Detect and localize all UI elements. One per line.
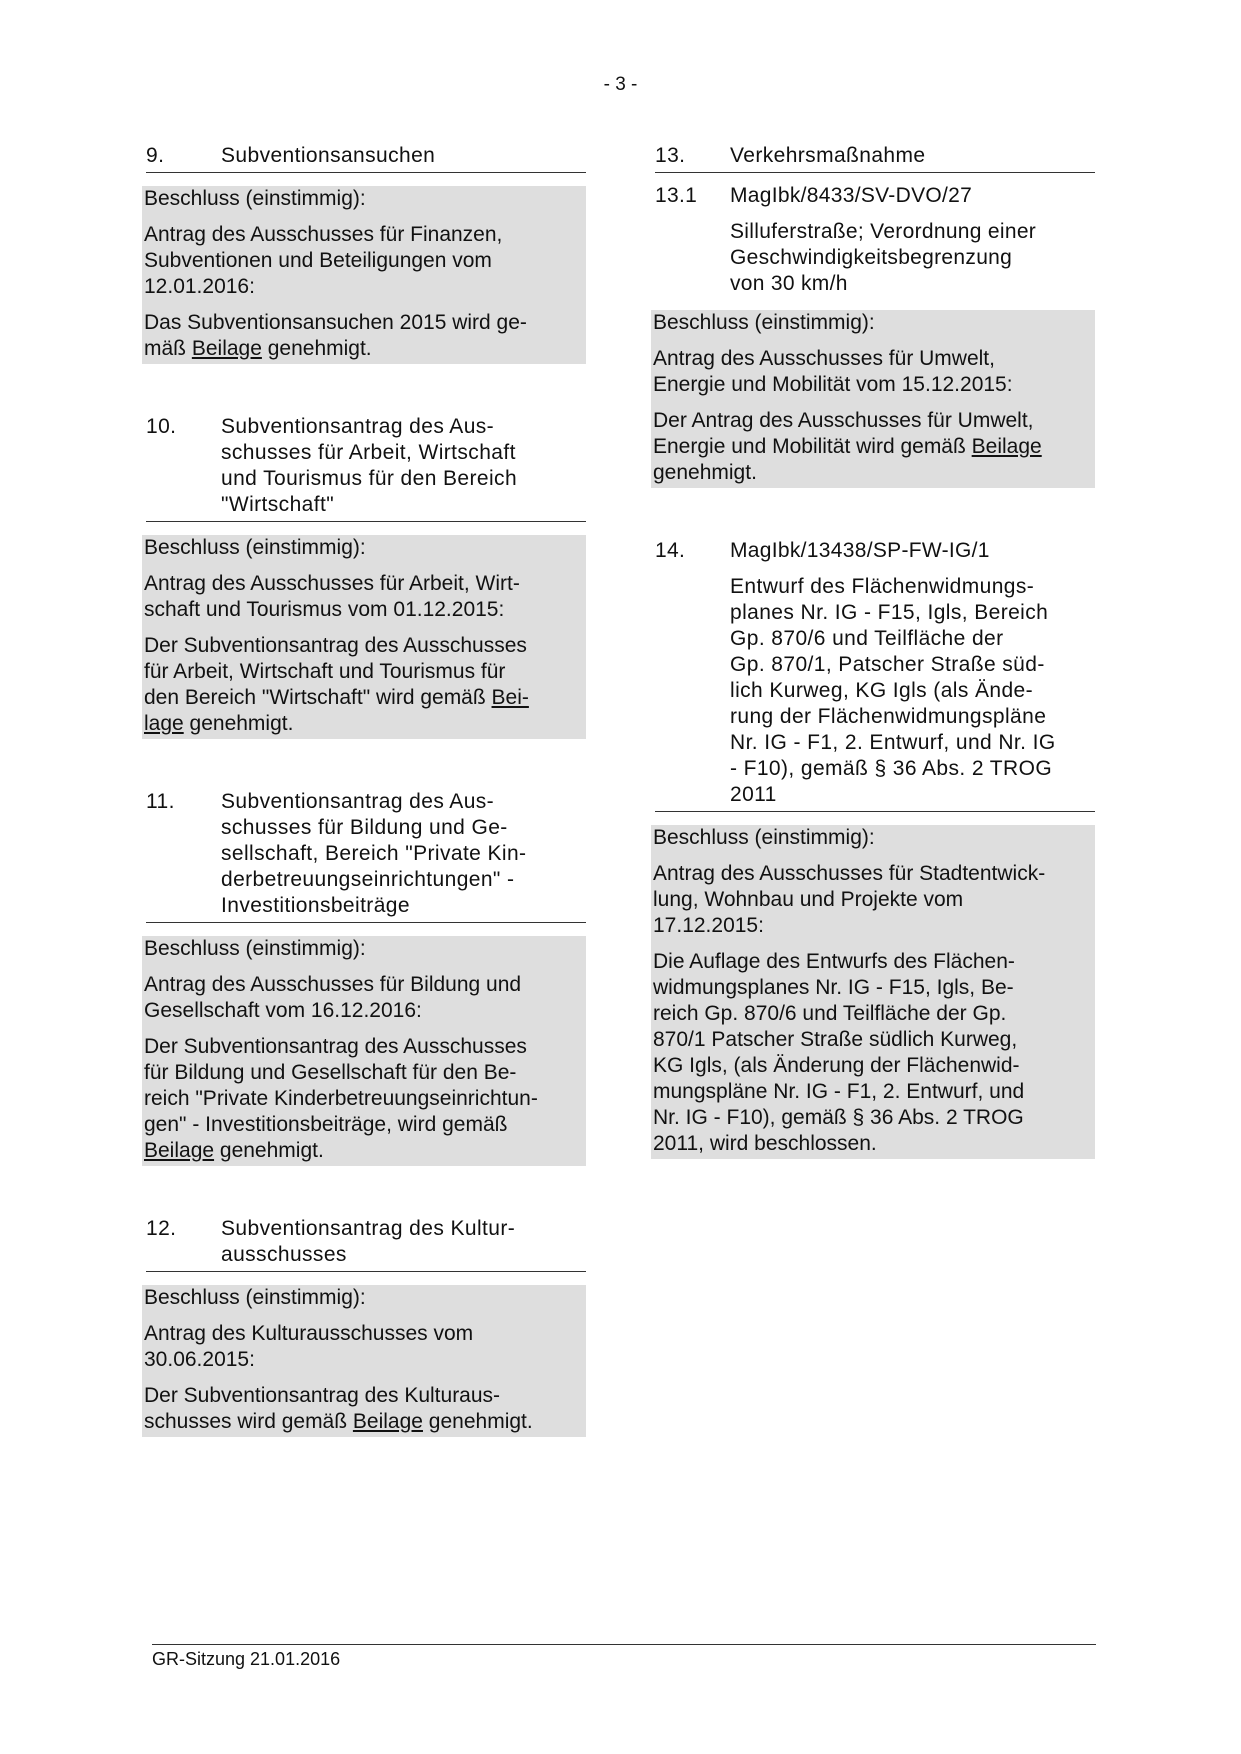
item-number: 9.	[146, 144, 165, 167]
item-number: 12.	[146, 1217, 177, 1240]
right-column	[655, 143, 1095, 1209]
decision-text: Die Auflage des Entwurfs des Flächen- widmungsplanes Nr. IG - F15, Igls, Be- reich Gp. 870/6 und Teilfläche der Gp. 870/1 Patscher Straße südlich Kurweg, KG Igls, (als Änderung der Flächenwid- mungspläne Nr. IG - F1, 2. Entwurf, und Nr. IG - F10), gemäß § 36 Abs. 2 TROG 2011, wird beschlossen.	[653, 950, 1025, 1155]
footer: GR-Sitzung 21.01.2016	[152, 1644, 1096, 1670]
item-number: 13.	[655, 144, 686, 167]
item-number: 11.	[146, 790, 175, 813]
decision-label: Beschluss (einstimmig):	[653, 826, 875, 849]
decision-box	[142, 186, 586, 364]
motion-text: Antrag des Ausschusses für Arbeit, Wirt- schaft und Tourismus vom 01.12.2015:	[144, 572, 520, 621]
decision-box	[142, 535, 586, 739]
sub-item-number: 13.1	[655, 184, 698, 207]
decision-text: Der Subventionsantrag des Kulturaus- schusses wird gemäß Beilage genehmigt.	[144, 1384, 533, 1433]
beilage-link[interactable]: Beilage	[971, 435, 1042, 458]
item-heading	[146, 143, 586, 173]
motion-text: Antrag des Ausschusses für Stadtentwick- lung, Wohnbau und Projekte vom 17.12.2015:	[653, 862, 1046, 937]
agenda-item-9	[146, 143, 586, 364]
beilage-link[interactable]: Beilage	[144, 1139, 215, 1162]
decision-box	[651, 310, 1095, 488]
decision-label: Beschluss (einstimmig):	[144, 536, 366, 559]
item-title: Subventionsantrag des Kultur- ausschusses	[221, 1217, 516, 1266]
page-number: - 3 -	[603, 74, 638, 95]
motion-text: Antrag des Ausschusses für Finanzen, Subventionen und Beteiligungen vom 12.01.2016:	[144, 223, 503, 298]
item-title: Verkehrsmaßnahme	[730, 144, 926, 167]
motion-text: Antrag des Kulturausschusses vom 30.06.2015:	[144, 1322, 474, 1371]
sub-item-description: Silluferstraße; Verordnung einer Geschwindigkeitsbegrenzung von 30 km/h	[730, 220, 1037, 295]
decision-text: Der Subventionsantrag des Ausschusses für Arbeit, Wirtschaft und Tourismus für den Bereich "Wirtschaft" wird gemäß Bei- lage genehmigt.	[144, 634, 529, 735]
item-title: Subventionsansuchen	[221, 144, 436, 167]
decision-text: Der Antrag des Ausschusses für Umwelt, Energie und Mobilität wird gemäß Beilage genehmigt.	[653, 409, 1042, 484]
beilage-link[interactable]: Beilage	[191, 337, 262, 360]
beilage-link[interactable]: Bei- lage	[144, 686, 529, 735]
sub-item-heading	[655, 183, 1095, 209]
item-title: Subventionsantrag des Aus- schusses für Bildung und Ge- sellschaft, Bereich "Private Kin- derbetreuungseinrichtungen" - Investitionsbeiträge	[221, 790, 527, 917]
left-column	[146, 143, 586, 1487]
motion-text: Antrag des Ausschusses für Bildung und Gesellschaft vom 16.12.2016:	[144, 973, 522, 1022]
item-number: 14.	[655, 539, 686, 562]
item-heading	[655, 143, 1095, 173]
agenda-item-13	[655, 143, 1095, 488]
agenda-item-14	[655, 538, 1095, 1159]
motion-text: Antrag des Ausschusses für Umwelt, Energie und Mobilität vom 15.12.2015:	[653, 347, 1013, 396]
item-heading	[146, 1216, 586, 1272]
decision-text: Das Subventionsansuchen 2015 wird ge- mäß Beilage genehmigt.	[144, 311, 527, 360]
item-heading-ref	[655, 538, 1095, 564]
decision-box	[651, 825, 1095, 1159]
item-title: Subventionsantrag des Aus- schusses für Arbeit, Wirtschaft und Tourismus für den Bereich "Wirtschaft"	[221, 415, 518, 516]
item-title: Entwurf des Flächenwidmungs- planes Nr. IG - F15, Igls, Bereich Gp. 870/6 und Teilfläche der Gp. 870/1, Patscher Straße süd- lich Kurweg, KG Igls (als Ände- rung der Flächenwidmungspläne Nr. IG - F1, 2. Entwurf, und Nr. IG - F10), gemäß § 36 Abs. 2 TROG 2011	[730, 575, 1056, 806]
item-heading	[146, 789, 586, 923]
beilage-link[interactable]: Beilage	[352, 1410, 423, 1433]
item-number: 10.	[146, 415, 177, 438]
agenda-item-11	[146, 789, 586, 1166]
decision-text: Der Subventionsantrag des Ausschusses für Bildung und Gesellschaft für den Be- reich "Private Kinderbetreuungseinrichtun- gen" - Investitionsbeiträge, wird gemäß Beilage genehmigt.	[144, 1035, 538, 1162]
item-heading	[146, 414, 586, 522]
decision-label: Beschluss (einstimmig):	[144, 937, 366, 960]
agenda-item-10	[146, 414, 586, 739]
decision-box	[142, 936, 586, 1166]
sub-item-reference: MagIbk/8433/SV-DVO/27	[730, 184, 973, 207]
item-reference: MagIbk/13438/SP-FW-IG/1	[730, 539, 990, 562]
agenda-item-12	[146, 1216, 586, 1437]
decision-label: Beschluss (einstimmig):	[144, 187, 366, 210]
decision-label: Beschluss (einstimmig):	[144, 1286, 366, 1309]
decision-label: Beschluss (einstimmig):	[653, 311, 875, 334]
decision-box	[142, 1285, 586, 1437]
item-heading	[655, 574, 1095, 812]
